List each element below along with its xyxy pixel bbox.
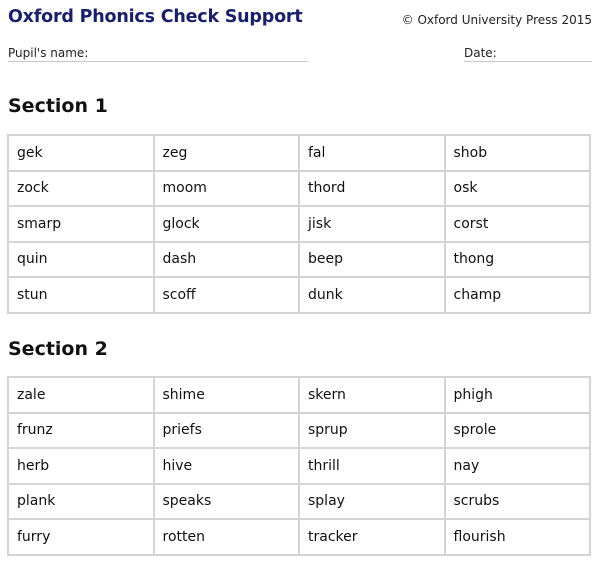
word-cell: priefs [154,413,300,449]
word-cell: thrill [299,448,445,484]
word-cell: beep [299,242,445,278]
section-2-heading: Section 2 [8,338,108,360]
word-cell: zale [8,377,154,413]
word-cell: speaks [154,484,300,520]
table-row [8,242,590,278]
word-cell: splay [299,484,445,520]
table-row [8,135,590,171]
word-cell: smarp [8,206,154,242]
date-label: Date: [464,46,497,60]
word-cell: rotten [154,519,300,555]
word-cell: herb [8,448,154,484]
word-cell: quin [8,242,154,278]
word-cell: skern [299,377,445,413]
date-line [464,61,592,62]
word-cell: plank [8,484,154,520]
word-cell: dunk [299,277,445,313]
pupil-info-row [8,45,592,65]
word-cell: sprole [445,413,591,449]
word-cell: tracker [299,519,445,555]
table-row [8,519,590,555]
page-header [8,6,592,36]
word-cell: glock [154,206,300,242]
word-cell: frunz [8,413,154,449]
table-row [8,206,590,242]
word-cell: thong [445,242,591,278]
word-cell: champ [445,277,591,313]
word-cell: corst [445,206,591,242]
table-row [8,484,590,520]
word-cell: dash [154,242,300,278]
section-1-word-grid [7,134,591,314]
word-cell: zeg [154,135,300,171]
word-cell: thord [299,171,445,207]
table-row [8,448,590,484]
table-row [8,377,590,413]
word-cell: stun [8,277,154,313]
table-row [8,413,590,449]
word-cell: zock [8,171,154,207]
word-cell: scrubs [445,484,591,520]
word-cell: moom [154,171,300,207]
word-cell: gek [8,135,154,171]
word-cell: hive [154,448,300,484]
word-cell: shob [445,135,591,171]
page-title: Oxford Phonics Check Support [8,7,303,27]
table-row [8,277,590,313]
word-cell: furry [8,519,154,555]
word-cell: flourish [445,519,591,555]
word-cell: phigh [445,377,591,413]
word-cell: scoff [154,277,300,313]
word-cell: shime [154,377,300,413]
pupil-name-label: Pupil's name: [8,46,89,60]
word-cell: fal [299,135,445,171]
section-2-word-grid [7,376,591,556]
section-1-heading: Section 1 [8,95,108,117]
word-cell: osk [445,171,591,207]
table-row [8,171,590,207]
pupil-name-line [8,61,308,62]
word-cell: jisk [299,206,445,242]
word-cell: nay [445,448,591,484]
copyright-notice: © Oxford University Press 2015 [401,13,592,27]
word-cell: sprup [299,413,445,449]
